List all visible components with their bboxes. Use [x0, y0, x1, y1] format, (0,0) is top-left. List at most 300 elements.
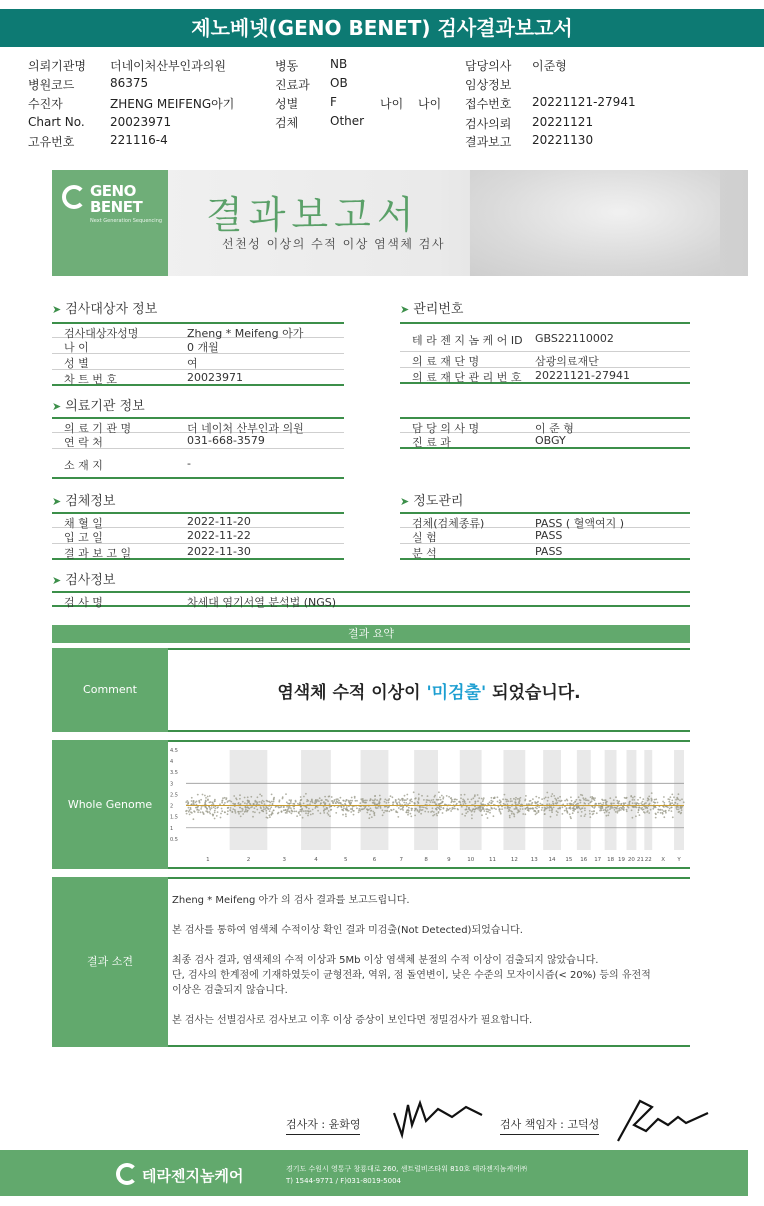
- data-point: [670, 796, 672, 798]
- data-point: [460, 797, 462, 799]
- data-point: [554, 798, 556, 800]
- data-point: [366, 808, 368, 810]
- data-point: [558, 808, 560, 810]
- section-subject: ➤ 검사대상자 정보: [52, 302, 158, 317]
- data-point: [303, 796, 305, 798]
- data-point: [340, 802, 342, 804]
- data-point: [490, 802, 492, 804]
- data-point: [396, 802, 398, 804]
- data-point: [242, 813, 244, 815]
- header-key: 병동: [275, 59, 299, 73]
- table-row: [400, 352, 690, 368]
- data-point: [534, 801, 536, 803]
- data-point: [261, 802, 263, 804]
- report-title: 제노베넷(GENO BENET) 검사결과보고서: [0, 9, 764, 47]
- data-point: [393, 809, 395, 811]
- data-point: [231, 811, 233, 813]
- data-point: [572, 810, 574, 812]
- data-point: [240, 816, 242, 818]
- data-point: [646, 807, 648, 809]
- data-point: [566, 807, 568, 809]
- data-point: [635, 815, 637, 817]
- data-point: [373, 802, 375, 804]
- data-point: [252, 816, 254, 818]
- data-point: [189, 814, 191, 816]
- data-point: [501, 808, 503, 810]
- data-point: [320, 812, 322, 814]
- data-point: [249, 803, 251, 805]
- data-point: [413, 802, 415, 804]
- data-point: [219, 803, 221, 805]
- data-point: [269, 816, 271, 818]
- data-point: [388, 802, 390, 804]
- data-point: [230, 801, 232, 803]
- data-point: [672, 816, 674, 818]
- data-point: [500, 811, 502, 813]
- data-point: [353, 814, 355, 816]
- data-point: [492, 801, 494, 803]
- data-point: [440, 809, 442, 811]
- data-point: [457, 809, 459, 811]
- data-point: [261, 795, 263, 797]
- data-point: [604, 812, 606, 814]
- data-point: [621, 803, 623, 805]
- data-point: [661, 809, 663, 811]
- data-point: [515, 799, 517, 801]
- data-point: [207, 796, 209, 798]
- data-point: [252, 811, 254, 813]
- table-row: [52, 370, 344, 386]
- test-table: [52, 591, 690, 607]
- data-point: [525, 799, 527, 801]
- data-point: [408, 807, 410, 809]
- data-point: [426, 801, 428, 803]
- data-point: [678, 811, 680, 813]
- data-point: [551, 810, 553, 812]
- banner-title: 결과보고서: [206, 193, 420, 237]
- data-point: [438, 799, 440, 801]
- data-point: [681, 809, 683, 811]
- data-point: [264, 803, 266, 805]
- footer: [0, 1150, 748, 1196]
- table-row: [52, 433, 344, 449]
- data-point: [283, 806, 285, 808]
- data-point: [436, 815, 438, 817]
- data-point: [427, 811, 429, 813]
- data-point: [509, 817, 511, 819]
- data-point: [566, 799, 568, 801]
- data-point: [513, 813, 515, 815]
- data-point: [188, 807, 190, 809]
- data-point: [467, 811, 469, 813]
- data-point: [269, 808, 271, 810]
- data-point: [461, 806, 463, 808]
- data-point: [289, 799, 291, 801]
- data-point: [507, 806, 509, 808]
- x-tick-label: 16: [580, 857, 588, 863]
- data-point: [585, 798, 587, 800]
- data-point: [665, 810, 667, 812]
- data-point: [552, 803, 554, 805]
- data-point: [312, 802, 314, 804]
- data-point: [406, 794, 408, 796]
- data-point: [591, 811, 593, 813]
- data-point: [295, 811, 297, 813]
- data-point: [302, 817, 304, 819]
- data-point: [531, 803, 533, 805]
- data-point: [345, 813, 347, 815]
- data-point: [438, 812, 440, 814]
- data-point: [361, 799, 363, 801]
- data-point: [477, 800, 479, 802]
- data-point: [506, 801, 508, 803]
- data-point: [263, 808, 265, 810]
- data-point: [295, 801, 297, 803]
- data-point: [227, 801, 229, 803]
- data-point: [398, 798, 400, 800]
- data-point: [190, 811, 192, 813]
- data-point: [477, 794, 479, 796]
- data-point: [581, 811, 583, 813]
- data-point: [190, 807, 192, 809]
- data-point: [577, 803, 579, 805]
- y-tick-label: 4: [170, 759, 174, 766]
- data-point: [285, 793, 287, 795]
- data-point: [592, 814, 594, 816]
- data-point: [418, 793, 420, 795]
- data-point: [450, 797, 452, 799]
- data-point: [550, 807, 552, 809]
- data-point: [198, 809, 200, 811]
- data-point: [400, 809, 402, 811]
- x-tick-label: X: [661, 857, 666, 863]
- data-point: [375, 806, 377, 808]
- data-point: [642, 798, 644, 800]
- data-point: [650, 809, 652, 811]
- data-point: [388, 798, 390, 800]
- data-point: [603, 802, 605, 804]
- data-point: [448, 809, 450, 811]
- header-key: 접수번호: [465, 97, 512, 111]
- data-point: [633, 806, 635, 808]
- data-point: [590, 796, 592, 798]
- header-key: 임상정보: [465, 78, 512, 92]
- data-point: [414, 815, 416, 817]
- data-point: [245, 809, 247, 811]
- data-point: [386, 810, 388, 812]
- data-point: [619, 807, 621, 809]
- data-point: [320, 802, 322, 804]
- data-point: [675, 799, 677, 801]
- data-point: [626, 809, 628, 811]
- data-point: [532, 798, 534, 800]
- x-tick-label: 3: [282, 857, 286, 863]
- data-point: [547, 797, 549, 799]
- row-label: 테 라 젠 지 놈 케 어 ID: [412, 334, 523, 347]
- data-point: [474, 796, 476, 798]
- data-point: [307, 815, 309, 817]
- data-point: [234, 803, 236, 805]
- row-label: 채 혈 일: [64, 517, 103, 530]
- data-point: [519, 808, 521, 810]
- y-tick-label: 2: [170, 803, 174, 810]
- data-point: [540, 803, 542, 805]
- data-point: [220, 817, 222, 819]
- data-point: [493, 807, 495, 809]
- data-point: [239, 807, 241, 809]
- data-point: [356, 800, 358, 802]
- data-point: [673, 796, 675, 798]
- data-point: [204, 795, 206, 797]
- data-point: [324, 796, 326, 798]
- data-point: [351, 809, 353, 811]
- data-point: [418, 799, 420, 801]
- data-point: [351, 797, 353, 799]
- data-point: [525, 808, 527, 810]
- header-value: 86375: [110, 76, 149, 90]
- data-point: [434, 801, 436, 803]
- data-point: [420, 813, 422, 815]
- data-point: [663, 796, 665, 798]
- data-point: [483, 797, 485, 799]
- data-point: [454, 799, 456, 801]
- banner-photo: [470, 170, 720, 276]
- x-tick-label: 2: [246, 857, 251, 863]
- data-point: [273, 810, 275, 812]
- data-point: [326, 799, 328, 801]
- data-point: [634, 802, 636, 804]
- row-value: 2022-11-20: [187, 515, 251, 528]
- data-point: [432, 799, 434, 801]
- data-point: [247, 800, 249, 802]
- data-point: [350, 811, 352, 813]
- data-point: [604, 809, 606, 811]
- data-point: [323, 812, 325, 814]
- data-point: [232, 803, 234, 805]
- table-row: [400, 544, 690, 560]
- data-point: [461, 813, 463, 815]
- data-point: [197, 794, 199, 796]
- data-point: [453, 801, 455, 803]
- data-point: [382, 809, 384, 811]
- data-point: [217, 811, 219, 813]
- data-point: [517, 812, 519, 814]
- y-tick-label: 0.5: [170, 836, 178, 843]
- data-point: [608, 812, 610, 814]
- data-point: [392, 803, 394, 805]
- data-point: [518, 801, 520, 803]
- data-point: [323, 810, 325, 812]
- data-point: [558, 800, 560, 802]
- row-value: PASS: [535, 545, 563, 558]
- data-point: [308, 811, 310, 813]
- data-point: [419, 809, 421, 811]
- data-point: [195, 807, 197, 809]
- data-point: [513, 798, 515, 800]
- data-point: [244, 797, 246, 799]
- header-key: 결과보고: [465, 135, 512, 149]
- data-point: [395, 810, 397, 812]
- data-point: [227, 807, 229, 809]
- data-point: [477, 806, 479, 808]
- y-tick-label: 1.5: [170, 814, 178, 821]
- opinion-label: 결과 소견: [52, 877, 168, 1047]
- data-point: [626, 797, 628, 799]
- data-point: [524, 813, 526, 815]
- data-point: [509, 807, 511, 809]
- data-point: [515, 808, 517, 810]
- data-point: [645, 807, 647, 809]
- data-point: [617, 802, 619, 804]
- data-point: [544, 809, 546, 811]
- data-point: [268, 814, 270, 816]
- data-point: [479, 807, 481, 809]
- data-point: [430, 801, 432, 803]
- data-point: [209, 811, 211, 813]
- data-point: [571, 800, 573, 802]
- data-point: [616, 800, 618, 802]
- data-point: [448, 796, 450, 798]
- data-point: [350, 800, 352, 802]
- data-point: [315, 799, 317, 801]
- data-point: [480, 810, 482, 812]
- chevron-right-icon: ➤: [52, 400, 62, 413]
- data-point: [507, 807, 509, 809]
- data-point: [581, 794, 583, 796]
- y-tick-label: 3: [170, 781, 174, 788]
- data-point: [451, 800, 453, 802]
- section-management: ➤ 관리번호: [400, 302, 464, 317]
- logo-line-1: GENO: [90, 182, 136, 200]
- data-point: [487, 817, 489, 819]
- data-point: [247, 796, 249, 798]
- data-point: [564, 810, 566, 812]
- data-point: [609, 797, 611, 799]
- data-point: [432, 801, 434, 803]
- data-point: [671, 802, 673, 804]
- data-point: [421, 795, 423, 797]
- data-point: [676, 797, 678, 799]
- header-key: 진료과: [275, 78, 310, 92]
- data-point: [407, 803, 409, 805]
- data-point: [657, 802, 659, 804]
- data-point: [353, 810, 355, 812]
- row-value: 031-668-3579: [187, 434, 265, 447]
- data-point: [497, 796, 499, 798]
- data-point: [438, 808, 440, 810]
- data-point: [522, 808, 524, 810]
- data-point: [444, 804, 446, 806]
- data-point: [559, 796, 561, 798]
- data-point: [306, 801, 308, 803]
- data-point: [474, 801, 476, 803]
- data-point: [336, 800, 338, 802]
- data-point: [294, 811, 296, 813]
- x-tick-label: 10: [467, 857, 475, 863]
- data-point: [224, 811, 226, 813]
- data-point: [256, 803, 258, 805]
- header-age-value: 나이: [418, 97, 442, 111]
- data-point: [606, 807, 608, 809]
- data-point: [588, 803, 590, 805]
- data-point: [511, 800, 513, 802]
- y-tick-label: 3.5: [170, 770, 178, 777]
- data-point: [617, 812, 619, 814]
- opinion-line-1: Zheng * Meifeng 아가 의 검사 결과를 보고드립니다.: [172, 895, 410, 906]
- data-point: [671, 810, 673, 812]
- footer-address-line-1: 경기도 수원시 영통구 창룡대로 260, 센트럴비즈타워 810호 테라젠지놈케어㈜: [286, 1165, 527, 1173]
- data-point: [572, 812, 574, 814]
- data-point: [365, 802, 367, 804]
- data-point: [640, 802, 642, 804]
- data-point: [504, 807, 506, 809]
- data-point: [267, 801, 269, 803]
- y-tick-label: 2.5: [170, 792, 178, 799]
- data-point: [601, 806, 603, 808]
- data-point: [589, 810, 591, 812]
- table-row: [52, 449, 344, 479]
- data-point: [210, 801, 212, 803]
- data-point: [582, 807, 584, 809]
- data-point: [201, 806, 203, 808]
- data-point: [250, 796, 252, 798]
- data-point: [677, 799, 679, 801]
- header-key: 병원코드: [28, 78, 75, 92]
- data-point: [465, 809, 467, 811]
- data-point: [632, 799, 634, 801]
- table-row: [52, 417, 344, 433]
- data-point: [408, 810, 410, 812]
- data-point: [404, 795, 406, 797]
- data-point: [254, 800, 256, 802]
- header-key: 의뢰기관명: [28, 59, 86, 73]
- data-point: [345, 808, 347, 810]
- x-tick-label: 20: [627, 857, 635, 863]
- data-point: [491, 797, 493, 799]
- data-point: [620, 809, 622, 811]
- data-point: [329, 815, 331, 817]
- data-point: [306, 810, 308, 812]
- data-point: [259, 812, 261, 814]
- data-point: [285, 812, 287, 814]
- data-point: [459, 802, 461, 804]
- data-point: [303, 810, 305, 812]
- data-point: [514, 801, 516, 803]
- data-point: [545, 797, 547, 799]
- table-row: [52, 338, 344, 354]
- data-point: [655, 798, 657, 800]
- data-point: [551, 795, 553, 797]
- opinion-line-4: 단, 검사의 한계점에 기재하였듯이 균형전좌, 역위, 점 돌연변이, 낮은 수준의 모자이시즘(< 20%) 등의 유전적: [172, 970, 651, 981]
- data-point: [204, 806, 206, 808]
- x-tick-label: 12: [510, 857, 518, 863]
- data-point: [332, 802, 334, 804]
- data-point: [233, 795, 235, 797]
- data-point: [386, 800, 388, 802]
- data-point: [446, 795, 448, 797]
- data-point: [570, 803, 572, 805]
- data-point: [594, 797, 596, 799]
- data-point: [566, 810, 568, 812]
- data-point: [497, 801, 499, 803]
- data-point: [227, 810, 229, 812]
- data-point: [651, 792, 653, 794]
- table-row: [400, 512, 690, 528]
- data-point: [297, 803, 299, 805]
- data-point: [366, 812, 368, 814]
- data-point: [312, 813, 314, 815]
- data-point: [442, 812, 444, 814]
